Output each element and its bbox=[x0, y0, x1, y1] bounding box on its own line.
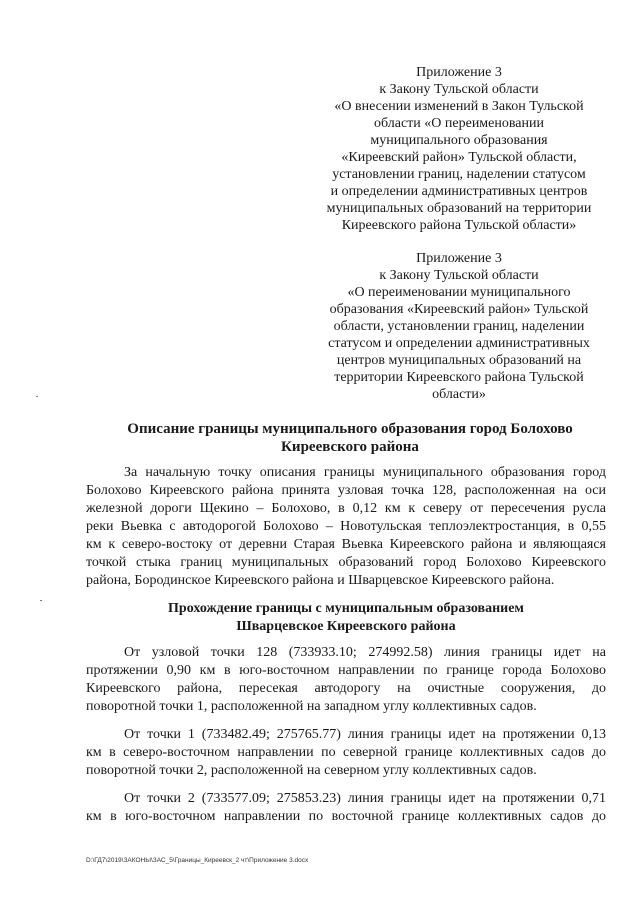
paragraph-line: района, Бородинское Киреевского района и Шварцевское Киреевского района. bbox=[86, 573, 555, 588]
paragraph-line: Киреевского района, пересекая автодорогу на очистные сооружения, до bbox=[86, 681, 606, 696]
boundary-paragraph-2 bbox=[86, 726, 606, 780]
appendix-2-line: статусом и определении административных bbox=[328, 336, 590, 351]
document-title-line: Описание границы муниципального образования город Болохово bbox=[127, 421, 573, 437]
appendix-1-line: «О внесении изменений в Закон Тульской bbox=[334, 99, 584, 114]
appendix-1-line: муниципальных образований на территории bbox=[326, 201, 592, 216]
footer-file-path: D:\ГД7\2019\ЗАКОНЫ\ЗАС_5\Границы_Киреевск_2 чт\Приложение 3.docx bbox=[86, 857, 309, 864]
paragraph-line: поворотной точки 1, расположенной на западном углу коллективных садов. bbox=[86, 699, 537, 714]
appendix-2-line: «О переименовании муниципального bbox=[347, 285, 571, 300]
paragraph-line: От точки 2 (733577.09; 275853.23) линия границы идет на протяжении 0,71 bbox=[124, 791, 606, 806]
appendix-header-1 bbox=[300, 64, 618, 234]
appendix-2-line: к Закону Тульской области bbox=[379, 268, 539, 283]
section-title bbox=[86, 600, 606, 636]
paragraph-line: реки Вьевка с автодорогой Болохово – Новотульская теплоэлектростанция, в 0,55 bbox=[86, 519, 606, 534]
section-title-line: Шварцевское Киреевского района bbox=[236, 619, 456, 634]
paragraph-line: Болохово Киреевского района принята узловая точка 128, расположенная на оси bbox=[86, 483, 606, 498]
appendix-2-line: образования «Киреевский район» Тульской bbox=[329, 302, 589, 317]
paragraph-line: протяжении 0,90 км в юго-восточном направлении по границе города Болохово bbox=[86, 663, 606, 678]
appendix-1-line: установлении границ, наделении статусом bbox=[332, 167, 586, 182]
appendix-1-line: «Киреевский район» Тульской области, bbox=[341, 150, 577, 165]
boundary-paragraph-1 bbox=[86, 644, 606, 716]
appendix-2-line: территории Киреевского района Тульской bbox=[334, 370, 584, 385]
intro-paragraph bbox=[86, 464, 606, 590]
section-title-line: Прохождение границы с муниципальным образованием bbox=[168, 601, 524, 616]
appendix-header-2 bbox=[300, 250, 618, 403]
appendix-2-line: области» bbox=[432, 387, 486, 402]
appendix-2-line: Приложение 3 bbox=[416, 251, 502, 266]
paragraph-line: железной дороги Щекино – Болохово, в 0,12 км к северу от пересечения русла bbox=[86, 501, 606, 516]
appendix-1-line: области «О переименовании bbox=[373, 116, 544, 131]
paragraph-line: точкой стыка границ муниципальных образований город Болохово Киреевского bbox=[86, 555, 606, 570]
scan-speck bbox=[36, 396, 38, 397]
paragraph-line: км в юго-восточном направлении по восточной границе коллективных садов до bbox=[86, 809, 606, 824]
paragraph-line: От точки 1 (733482.49; 275765.77) линия границы идет на протяжении 0,13 bbox=[124, 727, 606, 742]
paragraph-line: От узловой точки 128 (733933.10; 274992.58) линия границы идет на bbox=[124, 645, 606, 660]
appendix-1-line: Киреевского района Тульской области» bbox=[341, 218, 577, 233]
appendix-1-line: муниципального образования bbox=[370, 133, 548, 148]
appendix-2-line: области, установлении границ, наделении bbox=[333, 319, 585, 334]
paragraph-line: поворотной точки 2, расположенной на северном углу коллективных садов. bbox=[86, 763, 537, 778]
appendix-2-line: центров муниципальных образований на bbox=[336, 353, 582, 368]
appendix-1-line: к Закону Тульской области bbox=[379, 82, 539, 97]
paragraph-line: За начальную точку описания границы муниципального образования город bbox=[124, 465, 606, 480]
paragraph-line: км в северо-восточном направлении по северной границе коллективных садов до bbox=[86, 745, 606, 760]
document-title-line: Киреевского района bbox=[281, 439, 419, 455]
appendix-1-line: и определении административных центров bbox=[330, 184, 588, 199]
appendix-1-line: Приложение 3 bbox=[416, 65, 502, 80]
paragraph-line: км к северо-востоку от деревни Старая Вьевка Киреевского района и являющаяся bbox=[86, 537, 606, 552]
scan-speck bbox=[40, 600, 42, 601]
boundary-paragraph-3 bbox=[86, 790, 606, 826]
document-title bbox=[60, 420, 640, 456]
